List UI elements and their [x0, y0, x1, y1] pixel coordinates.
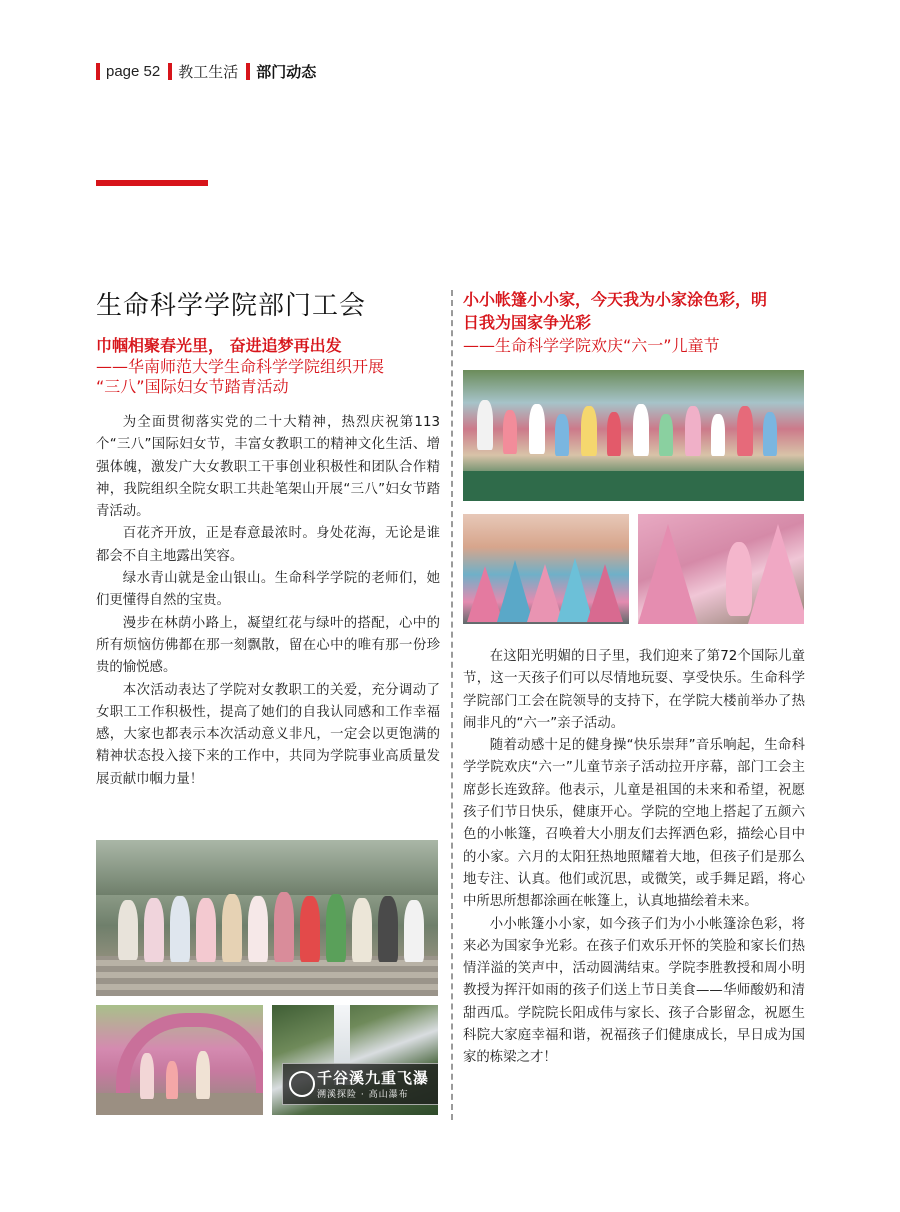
right-article-heading: [463, 288, 808, 356]
group-photo-women: [96, 840, 438, 996]
paragraph: 百花齐开放，正是春意最浓时。身处花海，无论是谁都会不自主地露出笑容。: [96, 526, 440, 564]
subsection-label: 部门动态: [256, 62, 317, 81]
right-article-title-1: 小小帐篷小小家，今天我为小家涂色彩，明: [463, 290, 768, 309]
paragraph: 漫步在林荫小路上，凝望红花与绿叶的搭配，心中的所有烦恼仿佛都在那一刻飘散，留在心中的唯有那一份珍贵的愉悦感。: [96, 615, 440, 676]
waterfall-photo: [272, 1005, 438, 1115]
section-label: 教工生活: [178, 62, 239, 81]
right-article-title-2: 日我为国家争光彩: [463, 313, 592, 332]
right-article-subtitle: ——生命科学学院欢庆“六一”儿童节: [463, 336, 720, 355]
red-rule: [96, 180, 208, 186]
page-number: page 52: [106, 62, 161, 80]
header-bar: [96, 63, 100, 80]
badge-title: 千谷溪九重飞瀑: [317, 1069, 430, 1087]
paragraph: 在这阳光明媚的日子里，我们迎来了第72个国际儿童节，这一天孩子们可以尽情地玩耍、享受快乐。生命科学学院部门工会在院领导的支持下，在学院大楼前举办了热闹非凡的“六一”亲子活动。: [463, 649, 805, 731]
paragraph: 随着动感十足的健身操“快乐崇拜”音乐响起，生命科学学院欢庆“六一”儿童节亲子活动拉开序幕，部门工会主席彭长连致辞。他表示，儿童是祖国的未来和希望，祝愿孩子们节日快乐，健康开心。学院的空地上搭起了五颜六色的小帐篷，召唤着大小朋友们去挥洒色彩，描绘心目中的小家。六月的太阳狂热地照耀着大地，但孩子们是那么地专注、认真。他们或沉思，或微笑，或手舞足蹈，将心中所思所想都涂画在帐篷上，认真地描绘着未来。: [463, 738, 805, 910]
badge-subtitle: 溯溪探险 · 高山瀑布: [317, 1090, 409, 1100]
left-article-heading: [96, 334, 441, 397]
paragraph: 小小帐篷小小家，如今孩子们为小小帐篷涂色彩，将来必为国家争光彩。在孩子们欢乐开怀的笑脸和家长们热情洋溢的笑声中，活动圆满结束。学院李胜教授和周小明教授为挥汗如雨的孩子们送上节日美食——华师酸奶和清甜西瓜。学院院长阳成伟与家长、孩子合影留念，祝愿生科院大家庭幸福和谐，祝福孩子们健康成长，早日成为国家的栋梁之才！: [463, 916, 805, 1066]
girl-painting-tent-photo: [638, 514, 804, 624]
column-divider: [451, 290, 453, 1120]
right-article-body: [463, 646, 805, 1070]
paragraph: 为全面贯彻落实党的二十大精神，热烈庆祝第113个“三八”国际妇女节，丰富女教职工的精神文化生活、增强体魄，激发广大女教职工干事创业积极性和团队合作精神，我院组织全院女职工共赴笔架山开展“三八”妇女节踏青活动。: [96, 415, 440, 520]
left-article-body: [96, 412, 440, 791]
page-header: [96, 60, 316, 82]
left-article-subtitle-2: “三八”国际妇女节踏青活动: [96, 377, 289, 396]
paragraph: 本次活动表达了学院对女教职工的关爱，充分调动了女职工工作积极性，提高了她们的自我认同感和工作幸福感，大家也都表示本次活动意义非凡，一定会以更饱满的精神状态投入接下来的工作中，共同为学院事业高质量发展贡献巾帼力量！: [96, 682, 440, 787]
flower-arch-photo: [96, 1005, 263, 1115]
left-article-title: 巾帼相聚春光里， 奋进追梦再出发: [96, 336, 342, 355]
paragraph: 绿水青山就是金山银山。生命科学学院的老师们，她们更懂得自然的宝贵。: [96, 571, 440, 609]
photo-badge: [282, 1063, 438, 1105]
header-bar: [168, 63, 172, 80]
header-bar: [246, 63, 250, 80]
tents-photo: [463, 514, 629, 624]
badge-logo-icon: [289, 1071, 315, 1097]
group-photo-children: [463, 370, 804, 501]
department-title: 生命科学学院部门工会: [96, 291, 367, 321]
left-article-subtitle-1: ——华南师范大学生命科学学院组织开展: [96, 357, 385, 376]
